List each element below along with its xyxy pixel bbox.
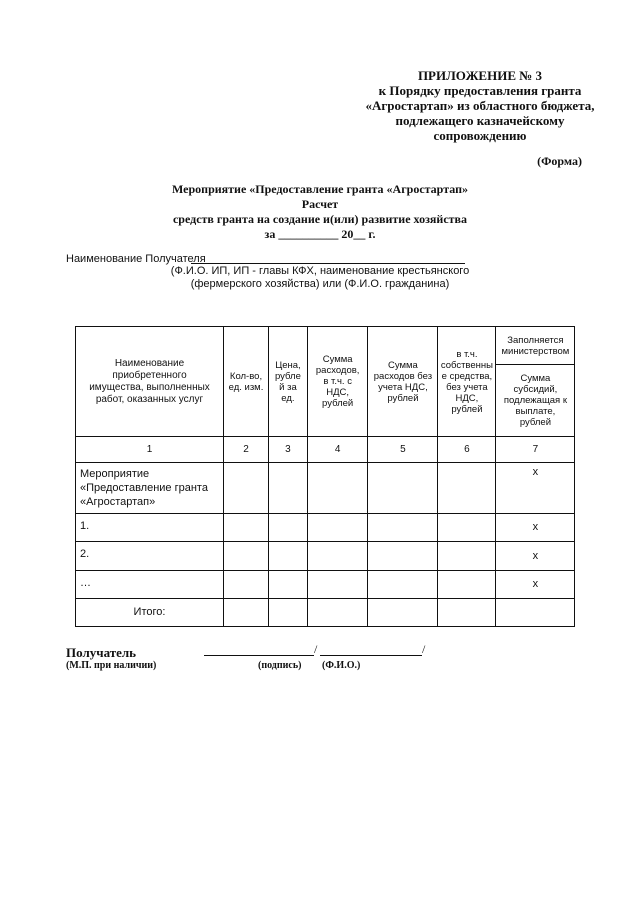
document-title [150, 182, 490, 242]
row-mark: х [496, 542, 575, 571]
header-price: Цена, рубле й за ед. [269, 327, 308, 437]
table-cell[interactable] [269, 463, 308, 514]
table-cell[interactable] [307, 542, 368, 571]
col-number: 3 [269, 437, 308, 463]
table-row [76, 542, 575, 571]
table-cell[interactable] [269, 542, 308, 571]
row-mark: х [496, 514, 575, 542]
table-cell[interactable] [438, 463, 496, 514]
recipient-hint-line: (фермерского хозяйства) или (Ф.И.О. гражданина) [190, 278, 450, 290]
table-cell[interactable] [224, 542, 269, 571]
header-quantity: Кол-во, ед. изм. [224, 327, 269, 437]
appendix-header [340, 68, 620, 143]
appendix-line: сопровождению [433, 128, 527, 143]
header-own-funds: в т.ч. собственны е средства, без учета НДС, рублей [438, 327, 496, 437]
appendix-line: к Порядку предоставления гранта [378, 83, 582, 98]
name-caption: (Ф.И.О.) [322, 660, 361, 671]
header-item-name: Наименование приобретенного имущества, выполненных работ, оказанных услуг [76, 327, 224, 437]
table-row [76, 514, 575, 542]
title-subject: средств гранта на создание и(или) развитие хозяйства [172, 212, 468, 226]
appendix-line: подлежащего казначейскому [395, 113, 565, 128]
title-period: за __________ 20__ г. [264, 227, 376, 241]
table-total-row [76, 599, 575, 627]
recipient-hint [150, 265, 490, 291]
table-cell[interactable] [224, 571, 269, 599]
row-label: Мероприятие «Предоставление гранта «Агростартап» [76, 463, 224, 514]
appendix-line: «Агростартап» из областного бюджета, [365, 98, 595, 113]
signature-caption: (подпись) [258, 660, 302, 671]
table-cell[interactable] [307, 571, 368, 599]
table-cell[interactable] [438, 571, 496, 599]
signature-slash: / [314, 642, 318, 656]
row-label: 2. [76, 542, 224, 571]
title-event: Мероприятие «Предоставление гранта «Агростартап» [172, 182, 468, 196]
table-cell[interactable] [368, 542, 438, 571]
stamp-note: (М.П. при наличии) [66, 660, 157, 671]
table-cell[interactable] [224, 463, 269, 514]
calculation-table [75, 326, 575, 627]
header-sum-without-vat: Сумма расходов без учета НДС, рублей [368, 327, 438, 437]
row-label: 1. [76, 514, 224, 542]
table-cell[interactable] [307, 463, 368, 514]
table-cell[interactable] [438, 514, 496, 542]
title-calc: Расчет [301, 197, 339, 211]
header-sum-with-vat: Сумма расходов, в т.ч. с НДС, рублей [307, 327, 368, 437]
table-row [76, 571, 575, 599]
table-cell[interactable] [368, 514, 438, 542]
table-row [76, 463, 575, 514]
table-cell[interactable] [269, 599, 308, 627]
table-cell[interactable] [368, 571, 438, 599]
col-number: 6 [438, 437, 496, 463]
table-cell[interactable] [224, 514, 269, 542]
table-cell[interactable] [307, 599, 368, 627]
recipient-signature-label: Получатель [66, 645, 137, 660]
table-cell[interactable] [368, 463, 438, 514]
header-ministry-group: Заполняется министерством [496, 327, 575, 365]
row-label: … [76, 571, 224, 599]
table-cell[interactable] [224, 599, 269, 627]
table-cell[interactable] [269, 571, 308, 599]
recipient-hint-line: (Ф.И.О. ИП, ИП - главы КФХ, наименование крестьянского [170, 265, 470, 277]
table-cell[interactable] [269, 514, 308, 542]
table-cell[interactable] [438, 599, 496, 627]
col-number: 7 [496, 437, 575, 463]
col-number: 1 [76, 437, 224, 463]
col-number: 2 [224, 437, 269, 463]
row-mark: х [496, 463, 575, 514]
recipient-label: Наименование Получателя [66, 253, 206, 265]
header-subsidy-sum: Сумма субсидий, подлежащая к выплате, рублей [496, 365, 575, 437]
signature-slash: / [422, 642, 426, 656]
appendix-title: ПРИЛОЖЕНИЕ № 3 [417, 68, 543, 83]
total-label: Итого: [76, 599, 224, 627]
form-label: (Форма) [537, 154, 582, 168]
name-field-line[interactable] [320, 655, 422, 656]
signature-field-line[interactable] [204, 655, 314, 656]
table-cell[interactable] [307, 514, 368, 542]
row-mark: х [496, 571, 575, 599]
table-cell[interactable] [368, 599, 438, 627]
table-cell[interactable] [438, 542, 496, 571]
recipient-field-line[interactable] [191, 263, 465, 264]
col-number: 4 [307, 437, 368, 463]
table-cell[interactable] [496, 599, 575, 627]
col-number: 5 [368, 437, 438, 463]
